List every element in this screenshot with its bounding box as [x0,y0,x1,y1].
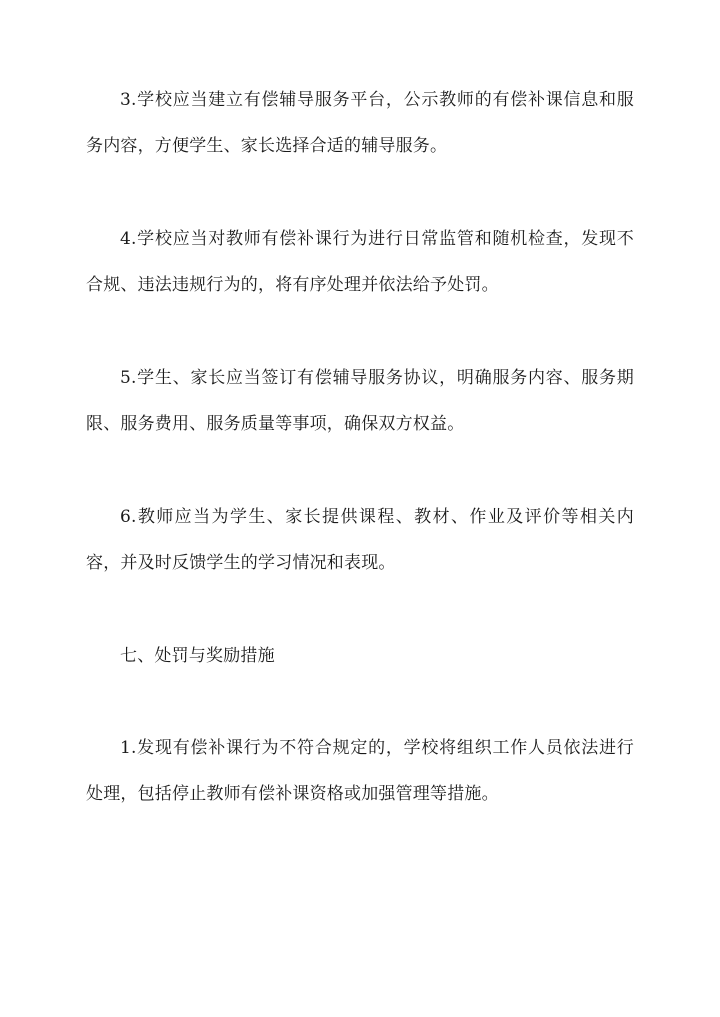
paragraph-item-6: 6.教师应当为学生、家长提供课程、教材、作业及评价等相关内容，并及时反馈学生的学习情况和表现。 [86,507,634,573]
paragraph-item-3: 3.学校应当建立有偿辅导服务平台，公示教师的有偿补课信息和服务内容，方便学生、家长选择合适的辅导服务。 [86,90,634,156]
paragraph-item-4: 4.学校应当对教师有偿补课行为进行日常监管和随机检查，发现不合规、违法违规行为的，将有序处理并依法给予处罚。 [86,229,634,295]
paragraph-item-5: 5.学生、家长应当签订有偿辅导服务协议，明确服务内容、服务期限、服务费用、服务质量等事项，确保双方权益。 [86,368,634,434]
paragraph-item-1: 1.发现有偿补课行为不符合规定的，学校将组织工作人员依法进行处理，包括停止教师有偿补课资格或加强管理等措施。 [86,738,634,804]
section-heading: 七、处罚与奖励措施 [120,646,275,666]
